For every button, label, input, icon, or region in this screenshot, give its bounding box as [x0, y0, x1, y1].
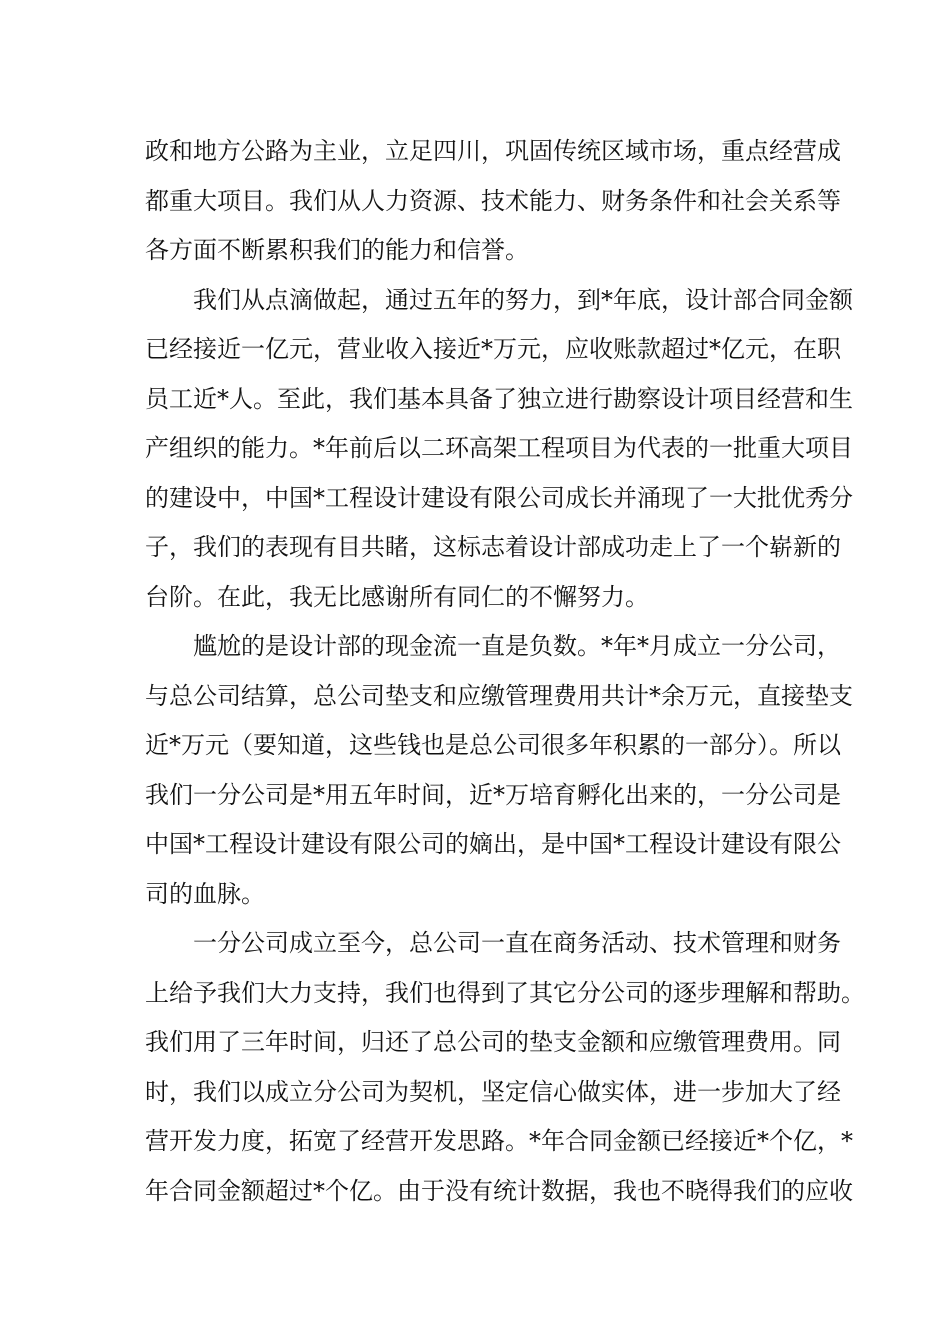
text-line: 近*万元（要知道，这些钱也是总公司很多年积累的一部分）。所以 — [145, 731, 841, 759]
text-line: 我们用了三年时间，归还了总公司的垫支金额和应缴管理费用。同 — [145, 1028, 841, 1056]
text-line: 台阶。在此，我无比感谢所有同仁的不懈努力。 — [145, 582, 649, 611]
text-line: 产组织的能力。*年前后以二环高架工程项目为代表的一批重大项目 — [145, 434, 853, 462]
body-text — [145, 127, 865, 1216]
text-line: 时，我们以成立分公司为契机，坚定信心做实体，进一步加大了经 — [145, 1077, 841, 1106]
text-line: 子，我们的表现有目共睹，这标志着设计部成功走上了一个崭新的 — [145, 533, 841, 561]
text-line: 上给予我们大力支持，我们也得到了其它分公司的逐步理解和帮助。 — [145, 978, 865, 1007]
text-line: 与总公司结算，总公司垫支和应缴管理费用共计*余万元，直接垫支 — [145, 681, 853, 710]
text-line: 政和地方公路为主业，立足四川，巩固传统区域市场，重点经营成 — [145, 137, 841, 165]
paragraph-first-line: 一分公司成立至今，总公司一直在商务活动、技术管理和财务 — [193, 929, 841, 957]
text-line: 员工近*人。至此，我们基本具备了独立进行勘察设计项目经营和生 — [145, 384, 853, 413]
text-line: 的建设中，中国*工程设计建设有限公司成长并涌现了一大批优秀分 — [145, 483, 853, 512]
text-line: 中国*工程设计建设有限公司的嫡出，是中国*工程设计建设有限公 — [145, 830, 841, 858]
text-line: 营开发力度，拓宽了经营开发思路。*年合同金额已经接近*个亿，* — [145, 1127, 853, 1155]
text-line: 已经接近一亿元，营业收入接近*万元，应收账款超过*亿元，在职 — [145, 335, 841, 363]
paragraph-first-line: 尴尬的是设计部的现金流一直是负数。*年*月成立一分公司， — [193, 632, 841, 660]
text-line: 司的血脉。 — [145, 879, 265, 908]
paragraph-first-line: 我们从点滴做起，通过五年的努力，到*年底，设计部合同金额 — [193, 285, 853, 314]
text-line: 年合同金额超过*个亿。由于没有统计数据，我也不晓得我们的应收 — [145, 1176, 853, 1205]
text-line: 我们一分公司是*用五年时间，近*万培育孵化出来的，一分公司是 — [145, 780, 841, 809]
text-line: 各方面不断累积我们的能力和信誉。 — [145, 236, 529, 264]
text-line: 都重大项目。我们从人力资源、技术能力、财务条件和社会关系等 — [145, 186, 841, 215]
